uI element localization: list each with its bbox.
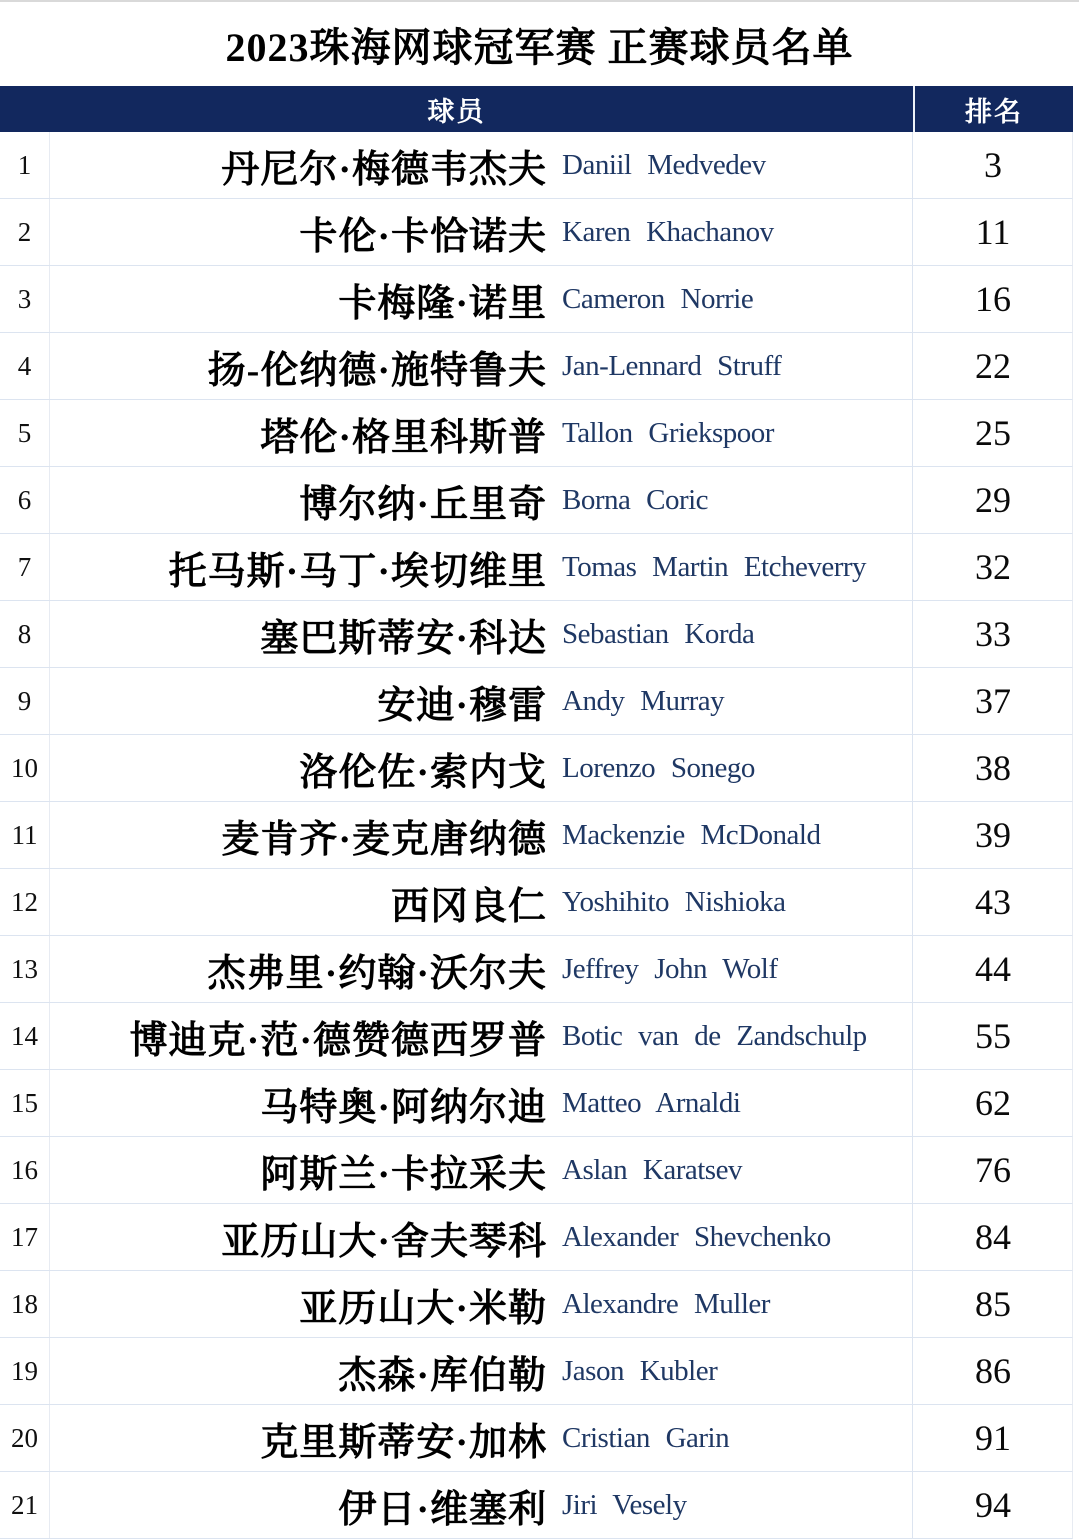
row-index: 5: [0, 400, 50, 466]
player-ranking: 22: [975, 346, 1011, 386]
player-name-chinese: 亚历山大·米勒: [299, 1287, 547, 1330]
player-ranking: 43: [975, 882, 1011, 922]
table-header-row: [0, 86, 1073, 132]
table-row: [0, 467, 1073, 534]
table-row: [0, 869, 1073, 936]
player-name-english: Tomas Martin Etcheverry: [562, 550, 867, 583]
player-name-english: Andy Murray: [562, 684, 725, 717]
player-name-english: Mackenzie McDonald: [562, 818, 821, 851]
player-ranking: 91: [975, 1418, 1011, 1458]
row-index: 14: [0, 1003, 50, 1069]
player-ranking: 55: [975, 1016, 1011, 1056]
player-name-cell: [50, 266, 913, 332]
table-row: [0, 1003, 1073, 1070]
player-name-english: Tallon Griekspoor: [562, 416, 774, 449]
player-name-chinese: 杰弗里·约翰·沃尔夫: [207, 952, 547, 995]
player-name-chinese: 麦肯齐·麦克唐纳德: [221, 818, 547, 861]
player-name-english: Matteo Arnaldi: [562, 1086, 741, 1119]
row-index: 21: [0, 1472, 50, 1538]
table-row: [0, 802, 1073, 869]
row-index: 4: [0, 333, 50, 399]
player-name-english: Jason Kubler: [562, 1354, 718, 1387]
player-name-english: Borna Coric: [562, 483, 709, 516]
player-ranking: 76: [975, 1150, 1011, 1190]
player-name-cell: [50, 936, 913, 1002]
player-name-english: Jeffrey John Wolf: [562, 952, 778, 985]
page-title: 2023珠海网球冠军赛 正赛球员名单: [225, 24, 854, 70]
row-index: 11: [0, 802, 50, 868]
player-name-cell: [50, 1204, 913, 1270]
table-row: [0, 1271, 1073, 1338]
player-name-english: Sebastian Korda: [562, 617, 755, 650]
player-name-english: Jiri Vesely: [562, 1488, 687, 1521]
player-ranking: 62: [975, 1083, 1011, 1123]
player-name-cell: [50, 1070, 913, 1136]
player-name-english: Jan-Lennard Struff: [562, 349, 782, 382]
row-index: 8: [0, 601, 50, 667]
player-name-cell: [50, 1338, 913, 1404]
player-name-chinese: 扬-伦纳德·施特鲁夫: [207, 349, 547, 392]
table-row: [0, 1070, 1073, 1137]
player-name-cell: [50, 534, 913, 600]
row-index: 16: [0, 1137, 50, 1203]
player-name-english: Alexandre Muller: [562, 1287, 770, 1320]
player-name-cell: [50, 601, 913, 667]
player-name-english: Botic van de Zandschulp: [562, 1019, 867, 1052]
player-ranking: 16: [975, 279, 1011, 319]
player-name-chinese: 卡梅隆·诺里: [338, 282, 547, 325]
player-name-chinese: 托马斯·马丁·埃切维里: [168, 550, 547, 593]
row-index: 12: [0, 869, 50, 935]
player-ranking: 84: [975, 1217, 1011, 1257]
table-row: [0, 1204, 1073, 1271]
player-name-chinese: 博迪克·范·德赞德西罗普: [129, 1019, 547, 1062]
player-name-chinese: 克里斯蒂安·加林: [260, 1421, 547, 1464]
player-name-cell: [50, 1405, 913, 1471]
player-name-cell: [50, 333, 913, 399]
players-table: [0, 86, 1073, 1539]
column-header-player: 球员: [427, 96, 486, 127]
row-index: 10: [0, 735, 50, 801]
player-name-cell: [50, 1137, 913, 1203]
player-name-chinese: 塞巴斯蒂安·科达: [260, 617, 547, 660]
row-index: 6: [0, 467, 50, 533]
player-name-english: Karen Khachanov: [562, 215, 774, 248]
table-row: [0, 1472, 1073, 1539]
table-row: [0, 132, 1073, 199]
table-row: [0, 1338, 1073, 1405]
title-bar: [0, 2, 1079, 86]
player-name-cell: [50, 199, 913, 265]
row-index: 2: [0, 199, 50, 265]
player-name-chinese: 卡伦·卡恰诺夫: [299, 215, 547, 258]
player-name-chinese: 塔伦·格里科斯普: [260, 416, 547, 459]
player-name-cell: [50, 1472, 913, 1538]
player-name-english: Aslan Karatsev: [562, 1153, 742, 1186]
table-row: [0, 1137, 1073, 1204]
player-name-english: Daniil Medvedev: [562, 148, 766, 181]
player-ranking: 33: [975, 614, 1011, 654]
player-name-english: Yoshihito Nishioka: [562, 885, 786, 918]
table-row: [0, 199, 1073, 266]
player-name-cell: [50, 132, 913, 198]
row-index: 9: [0, 668, 50, 734]
row-index: 17: [0, 1204, 50, 1270]
player-ranking: 85: [975, 1284, 1011, 1324]
row-index: 15: [0, 1070, 50, 1136]
player-ranking: 32: [975, 547, 1011, 587]
player-name-cell: [50, 668, 913, 734]
table-body: [0, 132, 1073, 1539]
player-name-cell: [50, 802, 913, 868]
player-name-cell: [50, 400, 913, 466]
player-name-chinese: 安迪·穆雷: [377, 684, 547, 727]
player-ranking: 11: [975, 212, 1011, 252]
table-row: [0, 1405, 1073, 1472]
table-row: [0, 668, 1073, 735]
player-name-cell: [50, 1003, 913, 1069]
player-name-english: Lorenzo Sonego: [562, 751, 755, 784]
player-name-chinese: 阿斯兰·卡拉采夫: [260, 1153, 547, 1196]
player-ranking: 29: [975, 480, 1011, 520]
player-ranking: 37: [975, 681, 1011, 721]
player-name-cell: [50, 735, 913, 801]
player-name-cell: [50, 467, 913, 533]
player-name-chinese: 丹尼尔·梅德韦杰夫: [221, 148, 547, 191]
column-header-rank: 排名: [913, 86, 1073, 132]
player-name-cell: [50, 1271, 913, 1337]
table-row: [0, 936, 1073, 1003]
player-name-english: Cameron Norrie: [562, 282, 754, 315]
player-ranking: 44: [975, 949, 1011, 989]
player-name-english: Alexander Shevchenko: [562, 1220, 831, 1253]
player-name-english: Cristian Garin: [562, 1421, 730, 1454]
player-name-chinese: 伊日·维塞利: [338, 1488, 547, 1531]
row-index: 7: [0, 534, 50, 600]
player-ranking: 94: [975, 1485, 1011, 1525]
player-name-chinese: 马特奥·阿纳尔迪: [260, 1086, 547, 1129]
row-index: 18: [0, 1271, 50, 1337]
player-ranking: 25: [975, 413, 1011, 453]
table-row: [0, 266, 1073, 333]
player-name-chinese: 亚历山大·舍夫琴科: [221, 1220, 547, 1263]
row-index: 20: [0, 1405, 50, 1471]
table-row: [0, 400, 1073, 467]
player-ranking: 39: [975, 815, 1011, 855]
row-index: 1: [0, 132, 50, 198]
player-name-chinese: 博尔纳·丘里奇: [299, 483, 547, 526]
player-ranking: 86: [975, 1351, 1011, 1391]
row-index: 3: [0, 266, 50, 332]
table-row: [0, 333, 1073, 400]
table-row: [0, 735, 1073, 802]
player-name-chinese: 杰森·库伯勒: [338, 1354, 547, 1397]
row-index: 13: [0, 936, 50, 1002]
player-name-cell: [50, 869, 913, 935]
player-name-chinese: 洛伦佐·索内戈: [299, 751, 547, 794]
player-ranking: 38: [975, 748, 1011, 788]
player-name-chinese: 西冈良仁: [390, 885, 547, 928]
player-ranking: 3: [984, 145, 1002, 185]
row-index: 19: [0, 1338, 50, 1404]
table-row: [0, 601, 1073, 668]
table-row: [0, 534, 1073, 601]
